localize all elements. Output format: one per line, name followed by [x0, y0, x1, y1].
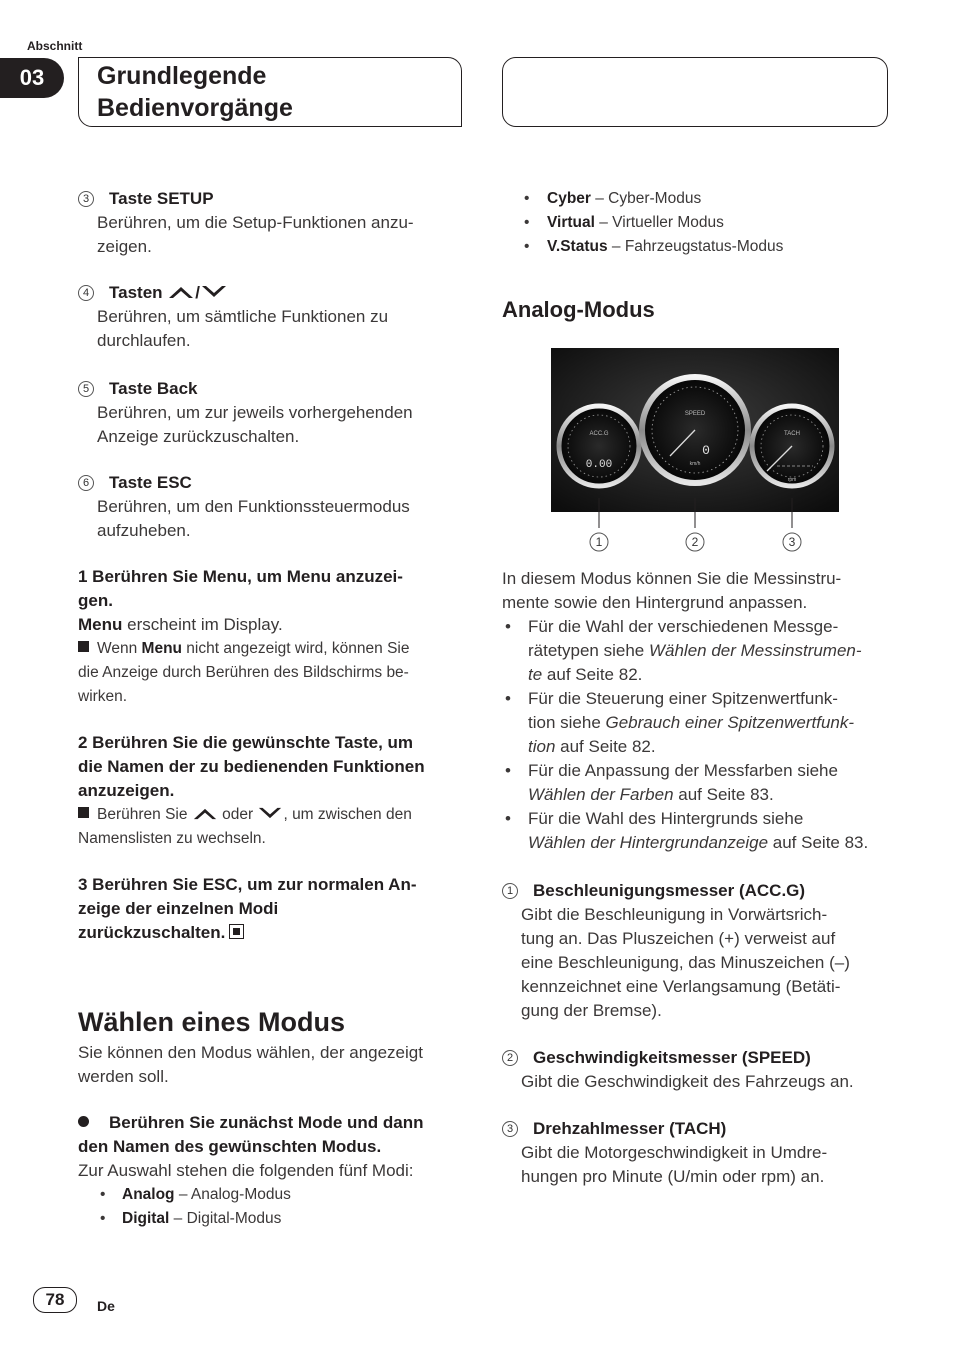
step-heading: gen. [78, 591, 113, 610]
bullet-text: tion siehe [528, 713, 606, 732]
gauge-desc-3 [502, 1117, 902, 1189]
callout-number: 1 [502, 883, 518, 899]
gauge-desc-text: gung der Bremse). [521, 1001, 662, 1020]
gauge-desc-title: Geschwindigkeitsmesser (SPEED) [533, 1048, 811, 1067]
bullet-text: Für die Anpassung der Messfarben siehe [528, 761, 838, 780]
callout-number: 2 [691, 535, 699, 549]
callout-number: 1 [595, 535, 603, 549]
step-3 [78, 873, 468, 945]
mode-name: Analog [122, 1186, 175, 1203]
right-column-lower [502, 567, 902, 1189]
gauge-unit: km/h [689, 461, 701, 467]
bullet-dot-icon [78, 1116, 89, 1127]
chapter-title-line1: Grundlegende [97, 62, 267, 90]
gauge-desc-text: kennzeichnet eine Verlangsamung (Betäti- [521, 977, 841, 996]
intro-text: In diesem Modus können Sie die Messinstru- [502, 569, 842, 588]
mode-list-item: • V.Status – Fahrzeugstatus-Modus [524, 238, 784, 255]
gauge-desc-title: Beschleunigungsmesser (ACC.G) [533, 881, 806, 900]
menu-word: Menu [78, 615, 123, 634]
chevron-up-icon [192, 806, 218, 821]
mode-name: Cyber [547, 190, 591, 207]
section-text: werden soll. [78, 1067, 169, 1086]
speed-gauge [642, 377, 748, 483]
note-text: nicht angezeigt wird, können Sie [182, 640, 410, 657]
section-number-badge: 03 [0, 58, 64, 98]
item-text: Berühren, um sämtliche Funktionen zu [97, 307, 389, 326]
chevron-down-icon [257, 806, 283, 821]
bullet-ref: Gebrauch einer Spitzenwertfunk- [605, 713, 855, 732]
note-text: Wenn [97, 640, 142, 657]
callout-number: 6 [78, 475, 94, 491]
step-heading: zeige der einzelnen Modi [78, 899, 279, 918]
item-title: Taste Back [109, 379, 198, 398]
note-marker [78, 641, 89, 652]
item-text: aufzuheben. [97, 521, 191, 540]
gauge-desc-text: Gibt die Motorgeschwindigkeit in Umdre- [521, 1143, 828, 1162]
analog-gauges-figure [551, 348, 839, 556]
bullet-item: • Für die Steuerung einer Spitzenwertfunk- tion siehe Gebrauch einer Spitzenwertfunk- tion auf Seite 82. [502, 687, 902, 759]
bullet-text: Für die Wahl des Hintergrunds siehe [528, 809, 804, 828]
gauge-desc-2 [502, 1046, 902, 1094]
note-marker [78, 807, 89, 818]
gauge-label: TACH [784, 431, 800, 437]
item-esc [78, 471, 468, 543]
bullet-ref: Wählen der Farben [528, 785, 674, 804]
note-text: Berühren Sie [97, 806, 188, 823]
bullet-item: • Für die Wahl des Hintergrunds siehe Wählen der Hintergrundanzeige auf Seite 83. [502, 807, 902, 855]
mode-list-item: • Analog – Analog-Modus [100, 1186, 291, 1203]
gauge-label: SPEED [684, 411, 706, 417]
step-2 [78, 731, 468, 851]
page-number: 78 [33, 1287, 77, 1313]
mode-desc: – Cyber-Modus [590, 190, 702, 207]
item-text: durchlaufen. [97, 331, 191, 350]
gauge-desc-text: Gibt die Geschwindigkeit des Fahrzeugs an. [521, 1072, 854, 1091]
section-heading: Wählen eines Modus [78, 1007, 346, 1037]
item-text: Berühren, um den Funktionssteuermodus [97, 497, 410, 516]
step-heading: zurückzuschalten. [78, 923, 226, 942]
mode-desc: – Analog-Modus [174, 1186, 291, 1203]
item-title: Taste ESC [109, 473, 192, 492]
analog-mode-heading: Analog-Modus [502, 297, 655, 322]
callout-number: 2 [502, 1050, 518, 1066]
gauge-desc-1 [502, 879, 902, 1023]
instruction-text: Berühren Sie zunächst Mode und dann [109, 1113, 424, 1132]
end-mark-icon [229, 924, 244, 939]
mode-instruction [78, 1111, 468, 1231]
step-1 [78, 565, 468, 709]
instruction-text: den Namen des gewünschten Modus. [78, 1137, 382, 1156]
note-text: Menu [141, 640, 182, 657]
gauge-readout: 0 [702, 443, 710, 458]
mode-name: Virtual [547, 214, 595, 231]
callout-number: 3 [502, 1121, 518, 1137]
step-heading: anzuzeigen. [78, 781, 175, 800]
mode-name: V.Status [547, 238, 608, 255]
callout-number: 5 [78, 381, 94, 397]
mode-desc: – Virtueller Modus [594, 214, 724, 231]
step-heading: die Namen der zu bedienenden Funktionen [78, 757, 425, 776]
right-header-frame [502, 57, 888, 127]
step-text: erscheint im Display. [122, 615, 283, 634]
mode-desc: – Fahrzeugstatus-Modus [607, 238, 784, 255]
gauge-desc-text: eine Beschleunigung, das Minuszeichen (–) [521, 953, 850, 972]
chapter-title-line2: Bedienvorgänge [97, 94, 293, 122]
note-text: die Anzeige durch Berühren des Bildschirms be- [78, 664, 409, 681]
bullet-item: • Für die Anpassung der Messfarben siehe Wählen der Farben auf Seite 83. [502, 759, 902, 807]
note-text: Namenslisten zu wechseln. [78, 830, 266, 847]
tach-gauge [752, 406, 832, 486]
bullet-text: auf Seite 83. [673, 785, 774, 804]
language-code: De [97, 1298, 115, 1314]
note-text: oder [222, 806, 254, 823]
item-setup [78, 187, 468, 259]
gauge-readout: 0.00 [585, 459, 613, 471]
bullet-text: rätetypen siehe [528, 641, 649, 660]
bullet-ref: te [528, 665, 543, 684]
callout-number: 3 [78, 191, 94, 207]
step-heading: 3 Berühren Sie ESC, um zur normalen An- [78, 875, 417, 894]
gauge-label: ACC.G [589, 431, 609, 437]
step-heading: 2 Berühren Sie die gewünschte Taste, um [78, 733, 414, 752]
gauge-desc-text: hungen pro Minute (U/min oder rpm) an. [521, 1167, 825, 1186]
left-column [78, 187, 468, 1231]
section-text: Sie können den Modus wählen, der angezeigt [78, 1043, 423, 1062]
item-text: Berühren, um die Setup-Funktionen anzu- [97, 213, 414, 232]
item-text: Anzeige zurückzuschalten. [97, 427, 300, 446]
acc-g-gauge [559, 406, 639, 486]
note-text: wirken. [78, 688, 128, 705]
callout-number: 3 [788, 535, 796, 549]
item-title: Taste SETUP [109, 189, 214, 208]
item-title: Tasten [109, 283, 163, 302]
bullet-ref: tion [528, 737, 556, 756]
section-label: Abschnitt [27, 39, 83, 53]
gauge-desc-text: Gibt die Beschleunigung in Vorwärtsrich- [521, 905, 828, 924]
bullet-text: Für die Wahl der verschiedenen Messge- [528, 617, 839, 636]
mode-list-item: • Digital – Digital-Modus [100, 1210, 282, 1227]
gauge-desc-title: Drehzahlmesser (TACH) [533, 1119, 727, 1138]
bullet-ref: Wählen der Hintergrundanzeige [528, 833, 769, 852]
chevron-down-icon [200, 284, 228, 300]
note-text: , um zwischen den [283, 806, 412, 823]
gauge-unit: rpm [787, 477, 797, 483]
intro-text: mente sowie den Hintergrund anpassen. [502, 593, 808, 612]
mode-list-item: • Virtual – Virtueller Modus [524, 214, 724, 231]
bullet-text: auf Seite 82. [542, 665, 643, 684]
bullet-text: auf Seite 83. [768, 833, 869, 852]
item-arrows: 4 Tasten / Berühren, um sämtliche Funktionen zu durchlaufen. [78, 281, 468, 353]
mode-name: Digital [122, 1210, 170, 1227]
mode-desc: – Digital-Modus [169, 1210, 282, 1227]
right-column [502, 187, 902, 325]
bullet-ref: Wählen der Messinstrumen- [648, 641, 862, 660]
bullet-item: • Für die Wahl der verschiedenen Messge- rätetypen siehe Wählen der Messinstrumen- te auf Seite 82. [502, 615, 902, 687]
gauge-desc-text: tung an. Das Pluszeichen (+) verweist auf [521, 929, 836, 948]
chevron-up-icon [167, 284, 195, 300]
callout-number: 4 [78, 285, 94, 301]
item-text: Berühren, um zur jeweils vorhergehenden [97, 403, 413, 422]
item-text: zeigen. [97, 237, 152, 256]
chapter-title [97, 60, 293, 124]
mode-list-item: • Cyber – Cyber-Modus [524, 190, 702, 207]
bullet-text: Für die Steuerung einer Spitzenwertfunk- [528, 689, 838, 708]
instruction-text: Zur Auswahl stehen die folgenden fünf Modi: [78, 1161, 414, 1180]
bullet-text: auf Seite 82. [555, 737, 656, 756]
step-heading: 1 Berühren Sie Menu, um Menu anzuzei- [78, 567, 403, 586]
item-back [78, 377, 468, 449]
